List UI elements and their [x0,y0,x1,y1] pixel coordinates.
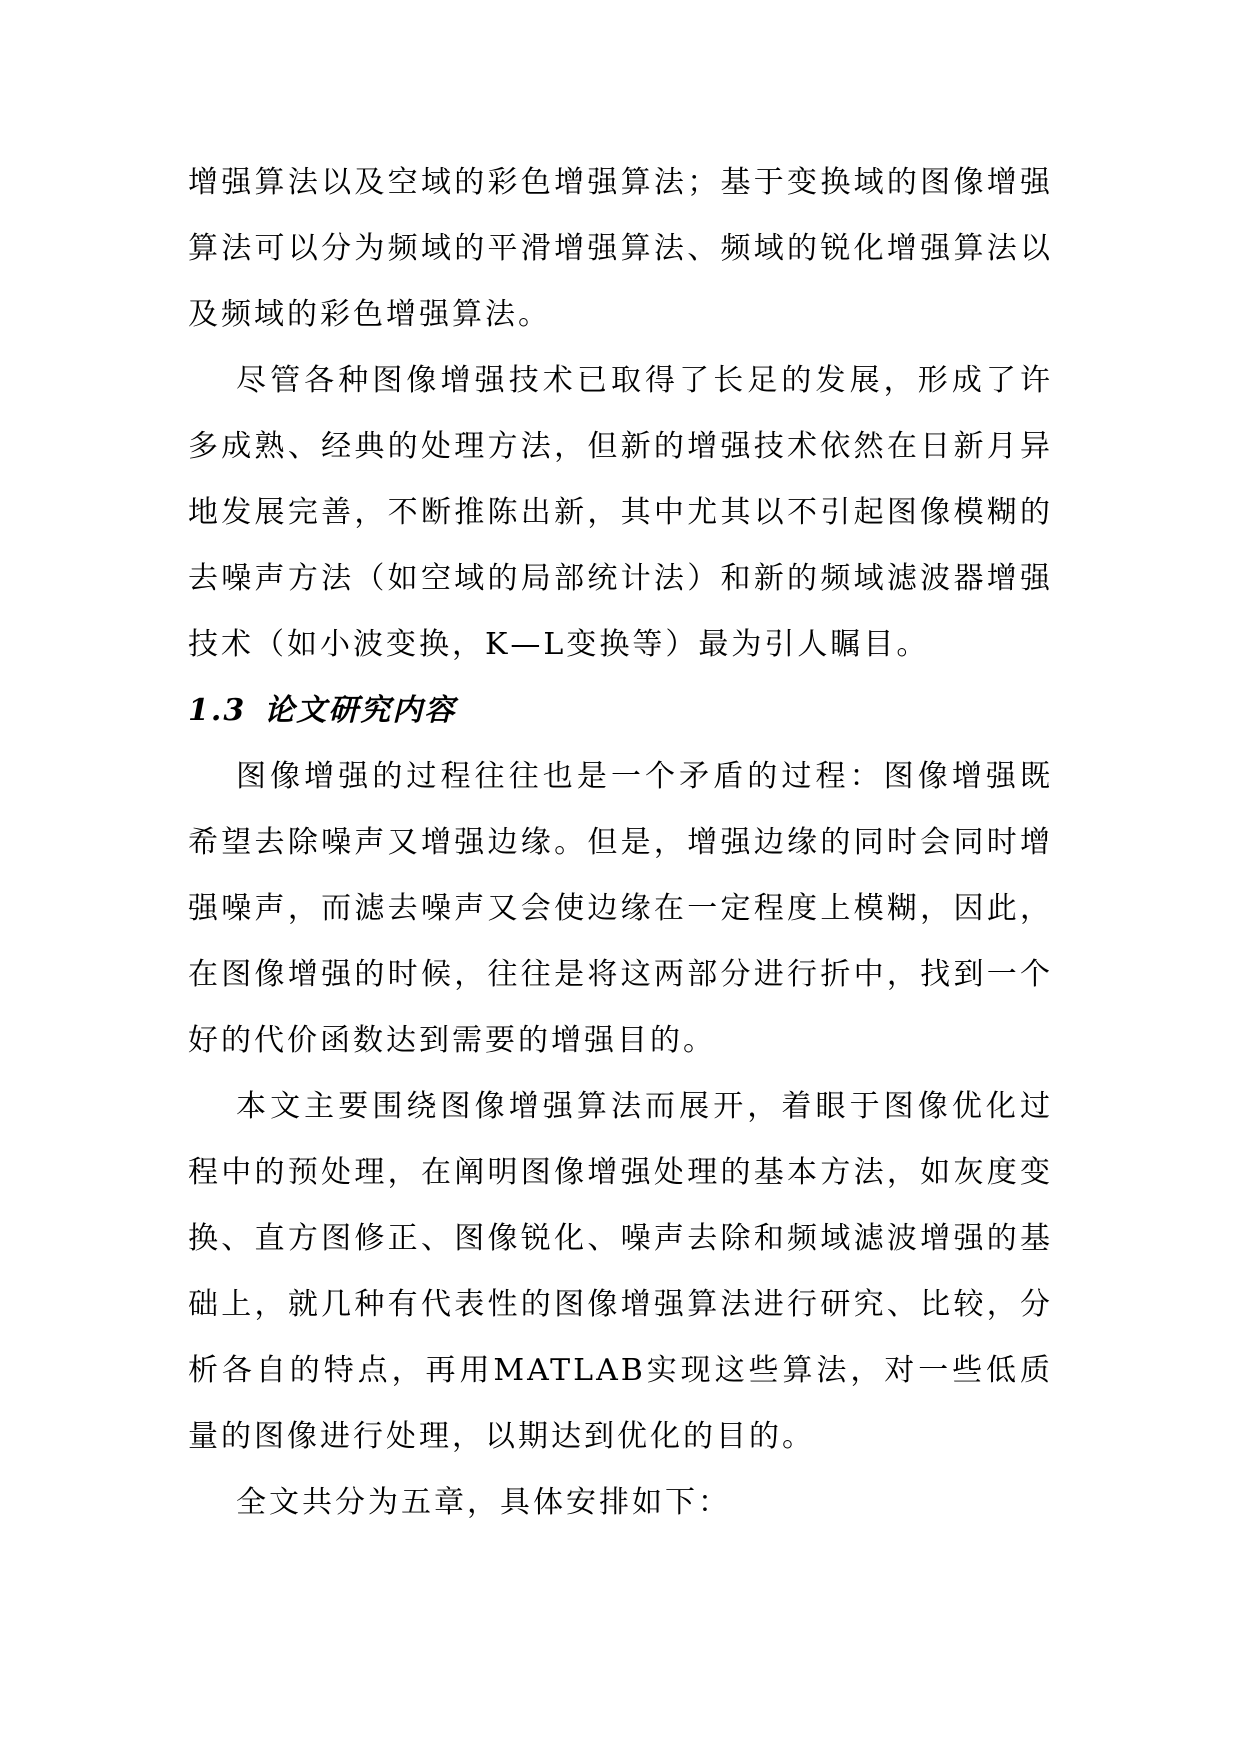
paragraph-continued: 增强算法以及空域的彩色增强算法；基于变换域的图像增强算法可以分为频域的平滑增强算法、频域的锐化增强算法以及频域的彩色增强算法。 [188,165,1053,332]
paragraph-thesis-scope: 本文主要围绕图像增强算法而展开，着眼于图像优化过程中的预处理，在阐明图像增强处理的基本方法，如灰度变换、直方图修正、图像锐化、噪声去除和频域滤波增强的基础上，就几种有代表性的图像增强算法进行研究、比较，分析各自的特点，再用MATLAB实现这些算法，对一些低质量的图像进行处理，以期达到优化的目的。 [188,1089,1053,1454]
paragraph-contradiction: 图像增强的过程往往也是一个矛盾的过程：图像增强既希望去除噪声又增强边缘。但是，增强边缘的同时会同时增强噪声，而滤去噪声又会使边缘在一定程度上模糊，因此，在图像增强的时候，往往是将这两部分进行折中，找到一个好的代价函数达到需要的增强目的。 [188,759,1053,1058]
section-heading [188,678,1053,744]
document-page [188,150,1053,1536]
paragraph-chapter-outline: 全文共分为五章，具体安排如下： [236,1485,731,1520]
paragraph-enhancement-progress: 尽管各种图像增强技术已取得了长足的发展，形成了许多成熟、经典的处理方法，但新的增强技术依然在日新月异地发展完善，不断推陈出新，其中尤其以不引起图像模糊的去噪声方法（如空域的局部统计法）和新的频域滤波器增强技术（如小波变换，K—L变换等）最为引人瞩目。 [188,363,1053,662]
section-title: 论文研究内容 [264,693,457,728]
section-number: 1.3 [188,693,247,728]
